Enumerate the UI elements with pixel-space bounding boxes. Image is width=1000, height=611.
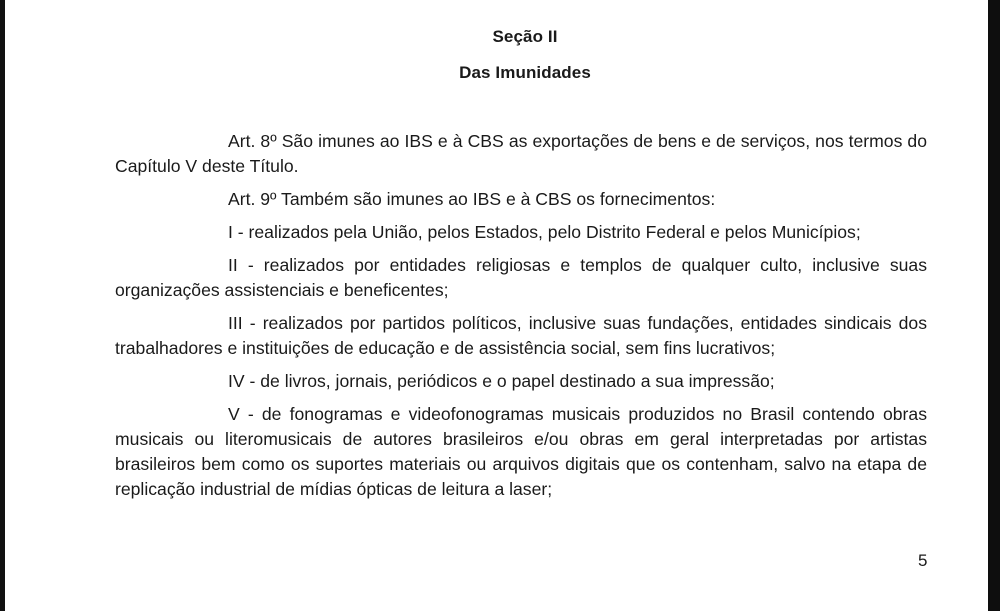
item-iv-paragraph: IV - de livros, jornais, periódicos e o papel destinado a sua impressão;: [228, 371, 775, 391]
page-number: 5: [918, 551, 928, 570]
document-body: [115, 129, 927, 510]
section-title: Seção II: [492, 27, 558, 46]
document-page: [5, 0, 988, 611]
item-ii-paragraph: II - realizados por entidades religiosas e templos de qualquer culto, inclusive suas organizações assistenciais e beneficentes;: [115, 255, 927, 300]
item-iii-paragraph: III - realizados por partidos políticos, inclusive suas fundações, entidades sindicais dos trabalhadores e instituições de educação e de assistência social, sem fins lucrativos;: [115, 313, 927, 358]
article-9-paragraph: Art. 9º Também são imunes ao IBS e à CBS os fornecimentos:: [228, 189, 716, 209]
item-i-paragraph: I - realizados pela União, pelos Estados, pelo Distrito Federal e pelos Municípios;: [228, 222, 861, 242]
dark-right-edge: [988, 0, 1000, 611]
section-subtitle: Das Imunidades: [459, 63, 591, 82]
article-8-paragraph: Art. 8º São imunes ao IBS e à CBS as exportações de bens e de serviços, nos termos do Capítulo V deste Título.: [115, 131, 927, 176]
item-v-paragraph: V - de fonogramas e videofonogramas musicais produzidos no Brasil contendo obras musicais ou literomusicais de autores brasileiros e/ou obras em geral interpretadas por artistas brasileiros bem como os suportes materiais ou arquivos digitais que os contenham, salvo na etapa de replicação industrial de mídias ópticas de leitura a laser;: [115, 404, 927, 499]
